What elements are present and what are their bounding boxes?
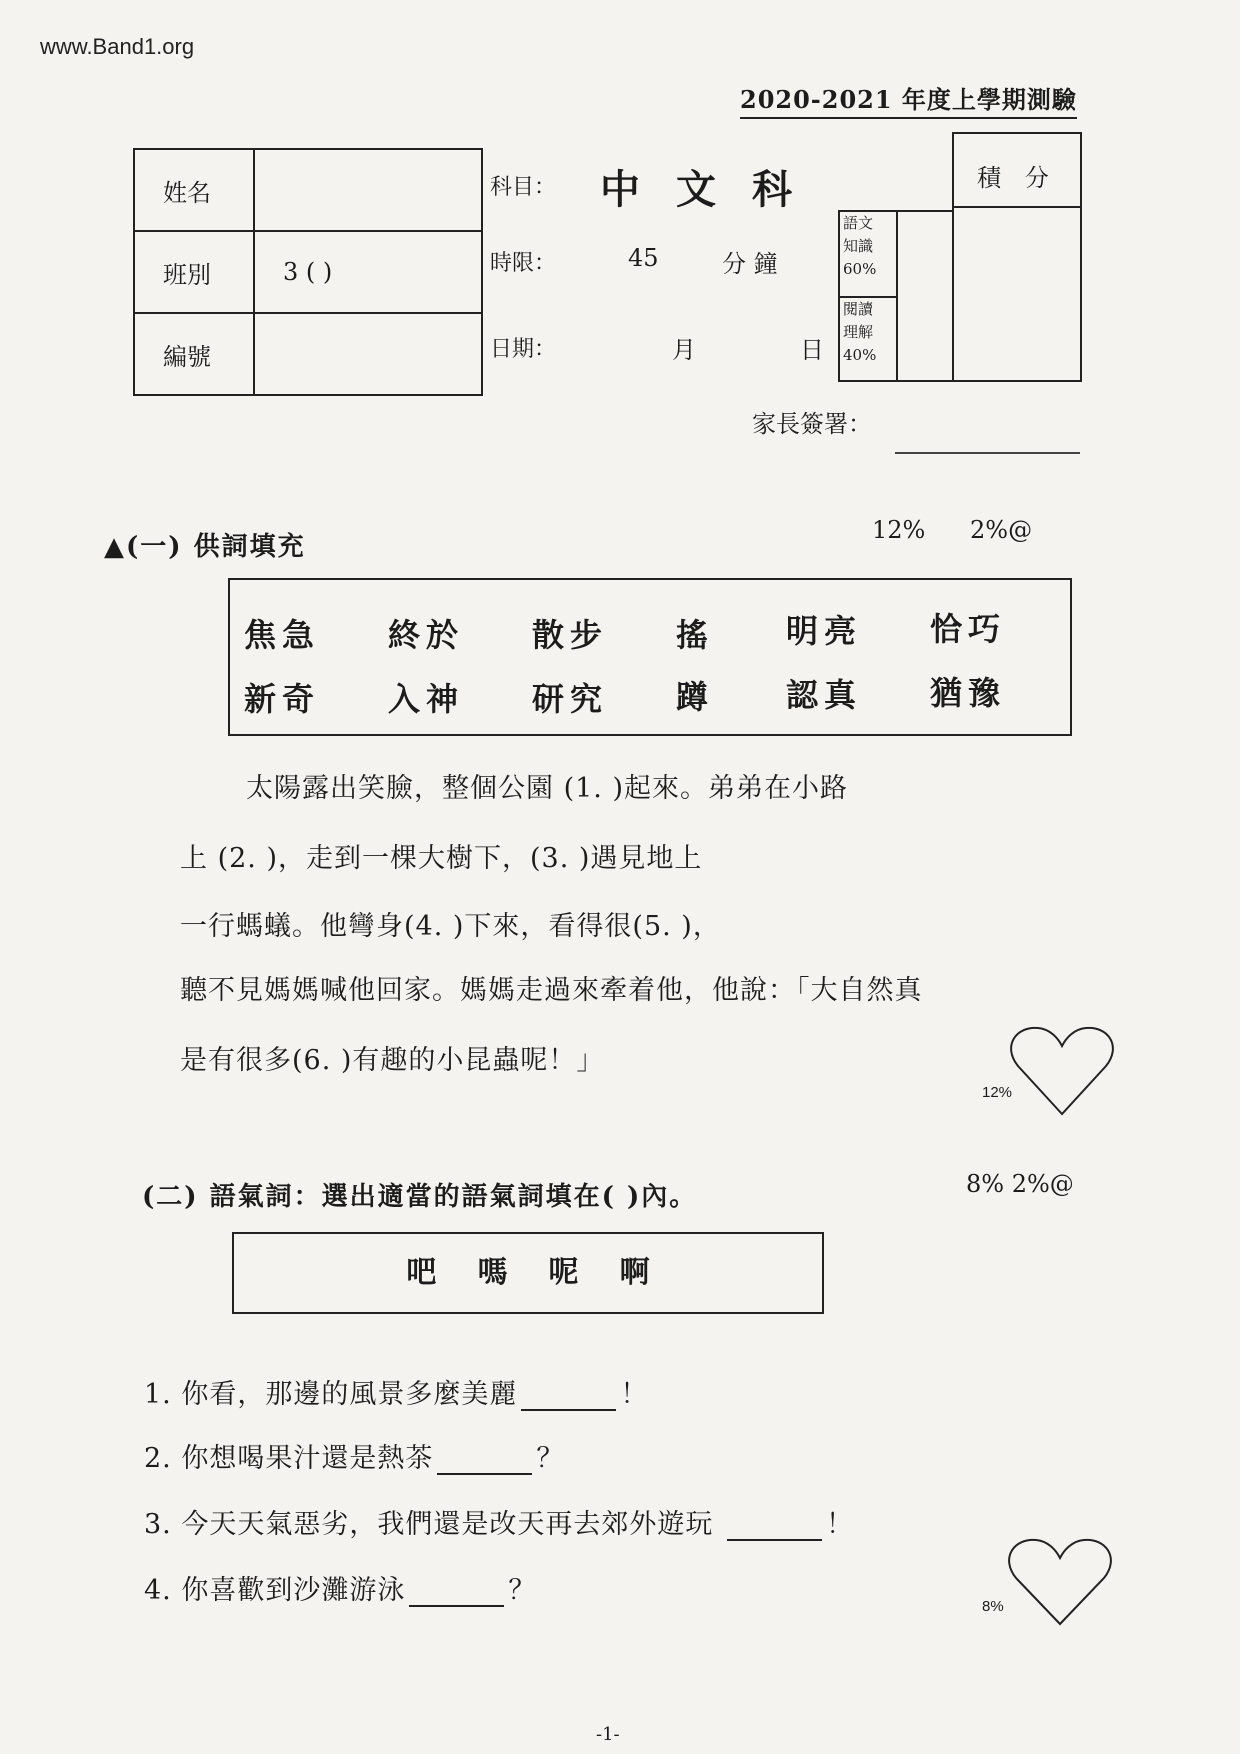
word-bank-item: 明亮 xyxy=(786,612,863,650)
time-label: 時限： xyxy=(490,251,557,276)
section2-score: 8% 2%@ xyxy=(966,1170,1074,1198)
section1-per: 2%@ xyxy=(970,516,1033,544)
word-bank-item: 研究 xyxy=(532,680,609,718)
question-text: 2. 你想喝果汁還是熱茶 xyxy=(144,1443,434,1474)
page-number: -1- xyxy=(596,1724,620,1745)
word-bank-item: 終於 xyxy=(388,616,465,654)
passage-line: 聽不見媽媽喊他回家。媽媽走過來牽着他，他說：「大自然真 xyxy=(180,975,923,1006)
answer-blank[interactable] xyxy=(437,1449,532,1475)
parent-sign-line[interactable] xyxy=(895,452,1080,454)
date-label: 日期： xyxy=(490,337,557,362)
particle-item: 啊 xyxy=(619,1255,650,1290)
reading-line2: 理解 xyxy=(843,323,874,341)
date-day: 日 xyxy=(800,336,824,364)
subject-label: 科目： xyxy=(490,175,557,200)
answer-blank[interactable] xyxy=(521,1385,616,1411)
reading-pct: 40% xyxy=(843,346,877,364)
section1-score: 12% xyxy=(872,516,926,544)
word-bank-box xyxy=(228,578,1072,736)
passage-line: 一行螞蟻。他彎身(4. )下來，看得很(5. )， xyxy=(180,911,721,942)
class-field[interactable]: 3 ( ) xyxy=(254,231,482,313)
section1-title: ▲(一) 供詞填充 xyxy=(104,532,306,562)
name-label: 姓名 xyxy=(134,149,254,231)
class-label: 班別 xyxy=(134,231,254,313)
question-1 xyxy=(144,1372,648,1411)
section2-heart-label: 8% xyxy=(982,1598,1004,1615)
word-bank-item: 焦急 xyxy=(244,616,321,654)
question-3 xyxy=(144,1502,854,1541)
passage-line: 上 (2. )，走到一棵大樹下，(3. )遇見地上 xyxy=(180,843,703,874)
section1-heart-label: 12% xyxy=(982,1084,1013,1101)
particle-item: 吧 xyxy=(406,1255,437,1290)
sub-score-box xyxy=(838,210,954,382)
question-end: ？ xyxy=(536,1443,565,1474)
reading-cell xyxy=(840,298,898,382)
exam-title: 2020-2021 年度上學期測驗 xyxy=(740,80,1077,119)
question-text: 4. 你喜歡到沙灘游泳 xyxy=(144,1575,406,1606)
answer-blank[interactable] xyxy=(409,1581,504,1607)
word-bank-item: 搖 xyxy=(676,616,715,654)
total-score-box xyxy=(952,132,1082,382)
student-info-table xyxy=(133,148,483,396)
number-field[interactable] xyxy=(254,313,482,395)
word-bank-item: 入神 xyxy=(388,680,465,718)
number-label: 編號 xyxy=(134,313,254,395)
time-unit: 分 鐘 xyxy=(722,250,778,278)
reading-line1: 閱讀 xyxy=(843,300,874,318)
word-bank-item: 猶豫 xyxy=(930,674,1007,712)
question-text: 3. 今天天氣惡劣，我們還是改天再去郊外遊玩 xyxy=(144,1509,723,1540)
particle-item: 呢 xyxy=(548,1255,579,1290)
site-watermark: www.Band1.org xyxy=(40,34,195,59)
lang-knowledge-pct: 60% xyxy=(843,260,877,278)
word-bank-item: 散步 xyxy=(532,616,609,654)
total-score-label: 積 分 xyxy=(954,134,1080,208)
heart-score-icon xyxy=(1008,1022,1116,1120)
passage-line: 是有很多(6. )有趣的小昆蟲呢！」 xyxy=(180,1045,605,1076)
passage-line: 太陽露出笑臉，整個公園 (1. )起來。弟弟在小路 xyxy=(246,773,848,804)
question-end: ？ xyxy=(508,1575,537,1606)
name-field[interactable] xyxy=(254,149,482,231)
question-4 xyxy=(144,1568,536,1607)
lang-knowledge-line1: 語文 xyxy=(843,214,874,232)
word-bank-item: 認真 xyxy=(786,676,863,714)
date-month: 月 xyxy=(672,336,696,364)
question-text: 1. 你看，那邊的風景多麼美麗 xyxy=(144,1379,518,1410)
question-2 xyxy=(144,1436,564,1475)
lang-knowledge-line2: 知識 xyxy=(843,237,874,255)
subject-value: 中文科 xyxy=(600,166,828,213)
answer-blank[interactable] xyxy=(727,1515,822,1541)
particle-item: 嗎 xyxy=(477,1255,508,1290)
time-value: 45 xyxy=(628,244,659,272)
question-end: ！ xyxy=(825,1509,854,1540)
word-bank-item: 蹲 xyxy=(676,678,715,716)
word-bank-item: 新奇 xyxy=(244,680,321,718)
heart-score-icon xyxy=(1006,1534,1114,1630)
particle-bank-box xyxy=(232,1232,824,1314)
word-bank-item: 恰巧 xyxy=(930,610,1007,648)
parent-sign-label: 家長簽署： xyxy=(752,410,872,438)
section2-title: (二) 語氣詞：選出適當的語氣詞填在( )內。 xyxy=(142,1182,698,1212)
question-end: ！ xyxy=(620,1379,649,1410)
lang-knowledge-cell xyxy=(840,212,898,298)
